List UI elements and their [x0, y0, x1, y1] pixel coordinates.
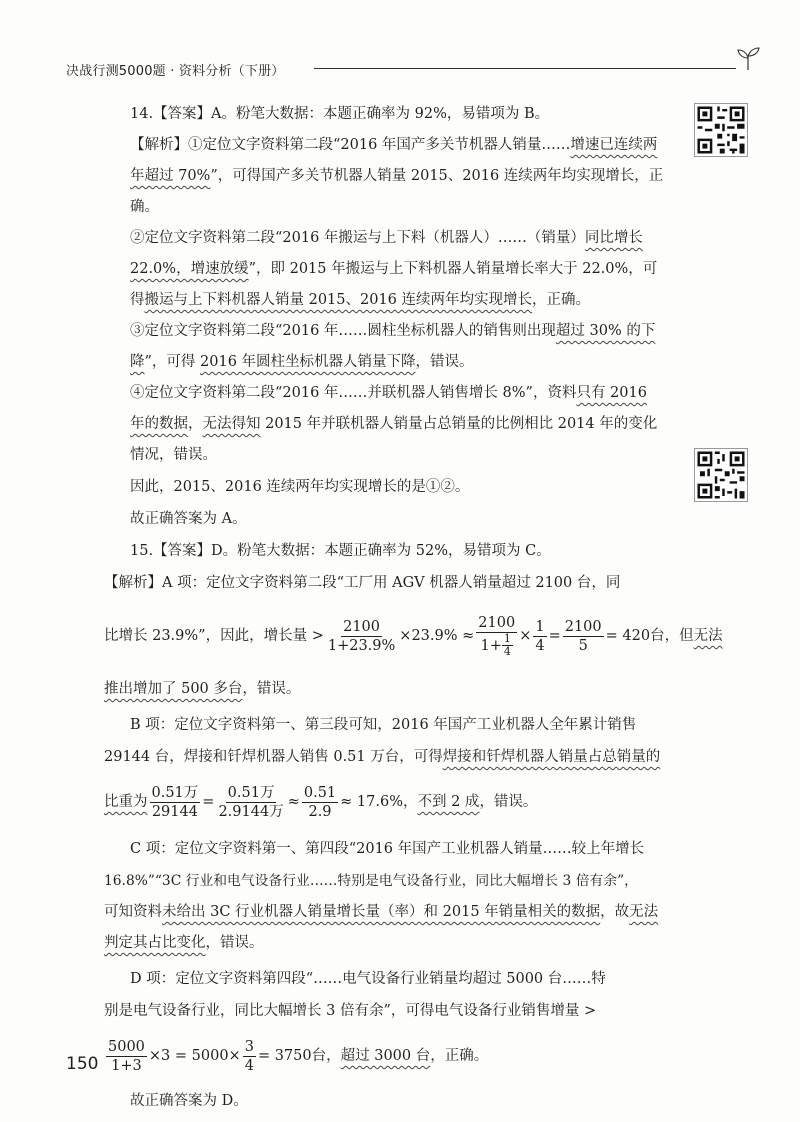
numerator: 0.51万	[151, 784, 199, 801]
q15-final-answer: 故正确答案为 D。	[130, 1093, 248, 1109]
q15-formula-d	[104, 1027, 664, 1085]
text-span: ”，可得	[144, 354, 201, 370]
text-span: ，错误。	[242, 681, 301, 697]
qr-code-icon[interactable]	[694, 103, 748, 157]
emphasis-text: 只有 2016 年的数据	[130, 385, 647, 432]
text-span: ，错误。	[479, 794, 538, 810]
fraction	[216, 784, 285, 821]
q14-analysis-4	[104, 378, 664, 471]
page-number: 150	[66, 1054, 99, 1074]
text-span: 2015 年并联机器人销量占总销量的比例相比 2014 年的变化情况，错误。	[130, 416, 658, 463]
numerator: 0.51万	[227, 784, 275, 801]
fraction	[243, 1038, 256, 1075]
text-span: ，正确。	[532, 292, 591, 308]
emphasis-text: 同比增长 22.0%，增速放缓	[130, 230, 643, 277]
book-title: 决战行测5000题 · 资料分析（下册）	[66, 64, 285, 79]
q15-formula-b	[104, 773, 664, 831]
q15-analysis-c-line3	[104, 897, 664, 959]
text-span: ≈	[287, 794, 300, 810]
text-span: 29144 台，焊接和钎焊机器人销售 0.51 万台，可得	[104, 749, 443, 765]
q15-analysis-d-line2: 别是电气设备行业，同比大幅增长 3 倍有余”，可得电气设备行业销售增量 >	[104, 1003, 597, 1019]
emphasis-text: 比重为	[104, 794, 148, 810]
emphasis-text: 增速已连续两年超过 70%	[130, 137, 658, 184]
fraction	[533, 618, 546, 655]
q14-analysis-2	[104, 223, 664, 316]
fraction	[106, 1038, 147, 1075]
sprout-icon	[734, 44, 762, 72]
running-header	[66, 56, 766, 86]
fraction	[302, 784, 338, 821]
q15-answer-line: 15.【答案】D。粉笔大数据：本题正确率为 52%，易错项为 C。	[130, 543, 551, 559]
text-span: 可知资料	[104, 904, 162, 920]
emphasis-text: 超过 3000 台	[340, 1048, 431, 1064]
denominator: 4	[244, 1057, 254, 1074]
numerator: 2100	[478, 615, 516, 631]
emphasis-text: 推出增加了 500 多台	[104, 681, 243, 697]
q15-analysis-c-line1: C 项：定位文字资料第一、第四段“2016 年国产工业机器人销量……较上年增长	[130, 841, 645, 857]
fraction	[150, 784, 201, 821]
q15-analysis-b-line2	[104, 741, 664, 773]
q14-final-answer: 故正确答案为 A。	[130, 511, 247, 527]
text-span: 【解析】①定位文字资料第二段“2016 年国产多关节机器人销量……	[130, 137, 571, 153]
q15-analysis-c-line2: 16.8%”“3C 行业和电气设备行业……特别是电气设备行业，同比大幅增长 3 倍有余”，	[104, 873, 638, 889]
q14-analysis-3	[104, 316, 664, 378]
text-span: ②定位文字资料第二段“2016 年搬运与上下料（机器人）……（销量）	[130, 230, 585, 246]
emphasis-text: 未给出 3C 行业机器人销量增长量（率）和 2015 年销量相关的数据	[162, 904, 601, 920]
numerator: 2100	[343, 618, 381, 635]
text-span: = 3750台，	[257, 1048, 341, 1064]
text-span: 比增长 23.9%”，因此，增长量 >	[104, 628, 324, 644]
answer-content	[104, 98, 723, 1117]
text-span: ”，可得国产多关节机器人销量 2015、2016 连续两年均实现增长，正确。	[130, 168, 664, 215]
text-span: ，错误。	[415, 354, 474, 370]
qr-code-icon[interactable]	[694, 448, 748, 502]
text-span: ”，即 2015 年搬运与上下料机器人销量增长率大于 22.0%，可得	[130, 261, 658, 308]
numerator: 1	[503, 632, 511, 645]
text-span: ×23.9% ≈	[399, 628, 475, 644]
numerator: 3	[244, 1038, 254, 1055]
denominator	[479, 633, 515, 658]
q15-analysis-b-line1: B 项：定位文字资料第一、第三段可知，2016 年国产工业机器人全年累计销售	[130, 717, 637, 733]
q14-answer-line: 14.【答案】A。粉笔大数据：本题正确率为 92%，易错项为 B。	[130, 106, 550, 122]
text-span: ，	[188, 416, 203, 432]
q14-conclusion: 因此，2015、2016 连续两年均实现增长的是①②。	[130, 479, 470, 495]
text-span: ×	[519, 628, 532, 644]
numerator: 5000	[108, 1038, 145, 1055]
emphasis-text: 无法判定其占比变化	[104, 904, 659, 951]
emphasis-text: 无法	[693, 628, 723, 644]
text-span: =	[202, 794, 215, 810]
q15-analysis-a-line1: 【解析】A 项：定位文字资料第二段“工厂用 AGV 机器人销量超过 2100 台，同	[104, 575, 621, 591]
text-span: ④定位文字资料第二段“2016 年……并联机器人销售增长 8%”，资料	[130, 385, 577, 401]
denominator: 4	[535, 637, 545, 654]
text-span: ≈ 17.6%，	[340, 794, 418, 810]
denominator: 5	[578, 637, 588, 654]
denominator: 2.9144万	[218, 803, 284, 820]
text-span: 1+	[480, 637, 502, 654]
text-span: ，错误。	[205, 935, 264, 951]
text-span: = 420台，但	[605, 628, 694, 644]
q14-analysis-1	[104, 130, 664, 223]
emphasis-text: 无法得知	[202, 416, 261, 432]
emphasis-text: 搬运与上下料机器人销量 2015、2016 连续两年均实现增长	[144, 292, 533, 308]
text-span: ，正确。	[430, 1048, 489, 1064]
q15-formula-a	[104, 599, 723, 673]
denominator: 2.9	[308, 803, 332, 820]
numerator: 0.51	[303, 784, 337, 801]
emphasis-text: 超过 30% 的下降	[130, 323, 656, 370]
denominator: 4	[503, 645, 511, 658]
text-span: ③定位文字资料第二段“2016 年……圆柱坐标机器人的销售则出现	[130, 323, 556, 339]
text-span: =	[548, 628, 561, 644]
denominator: 29144	[151, 803, 198, 820]
denominator: 1+3	[111, 1057, 142, 1074]
fraction	[563, 618, 604, 655]
emphasis-text: 焊接和钎焊机器人销量占总销量的	[442, 749, 661, 765]
text-span: ，故	[600, 904, 630, 920]
numerator: 1	[535, 618, 545, 635]
emphasis-text: 2016 年圆柱坐标机器人销量下降	[200, 354, 416, 370]
header-rule	[314, 68, 736, 69]
fraction	[502, 633, 513, 658]
fraction	[476, 614, 517, 658]
numerator: 2100	[564, 618, 602, 635]
emphasis-text: 不到 2 成	[417, 794, 480, 810]
q15-analysis-a-line3	[104, 673, 664, 705]
fraction	[326, 618, 397, 655]
denominator: 1+23.9%	[327, 637, 396, 654]
q15-analysis-d-line1: D 项：定位文字资料第四段“……电气设备行业销量均超过 5000 台……特	[130, 971, 606, 987]
text-span: ×3 = 5000×	[148, 1048, 241, 1064]
